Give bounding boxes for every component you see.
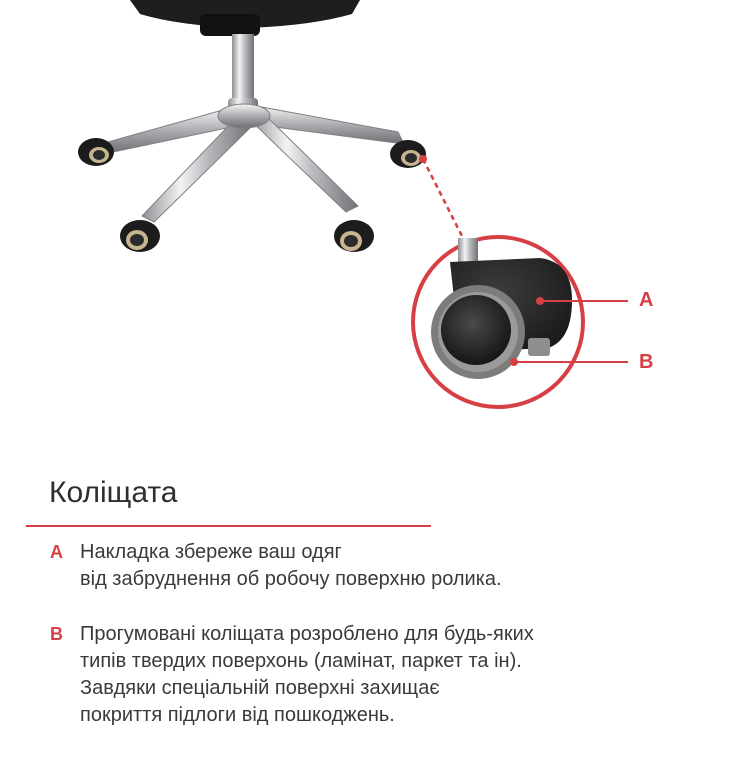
caster-left — [78, 138, 114, 166]
callout-label-b: B — [639, 351, 654, 373]
section-title: Коліщата — [49, 476, 178, 509]
feature-letter: A — [50, 542, 63, 562]
feature-letter: B — [50, 624, 63, 644]
feature-item-a — [50, 539, 700, 593]
star-base — [104, 104, 404, 222]
callout-label-a: A — [639, 289, 654, 311]
caster-front-left — [120, 220, 160, 252]
caster-front-right — [334, 220, 374, 252]
feature-item-b — [50, 621, 700, 729]
gas-lift — [228, 34, 258, 112]
feature-description: Накладка збереже ваш одяг від забруднення об робочу поверхню ролика. — [80, 541, 502, 590]
caster-highlight — [419, 155, 467, 246]
feature-description: Прогумовані коліщата розроблено для будь-яких типів твердих поверхонь (ламінат, паркет та ін). Завдяки спеціальній поверхні захищає покриття підлоги від пошкоджень. — [80, 623, 534, 726]
seat-bottom — [130, 0, 360, 36]
title-divider — [26, 525, 431, 527]
caster-right — [390, 140, 426, 168]
